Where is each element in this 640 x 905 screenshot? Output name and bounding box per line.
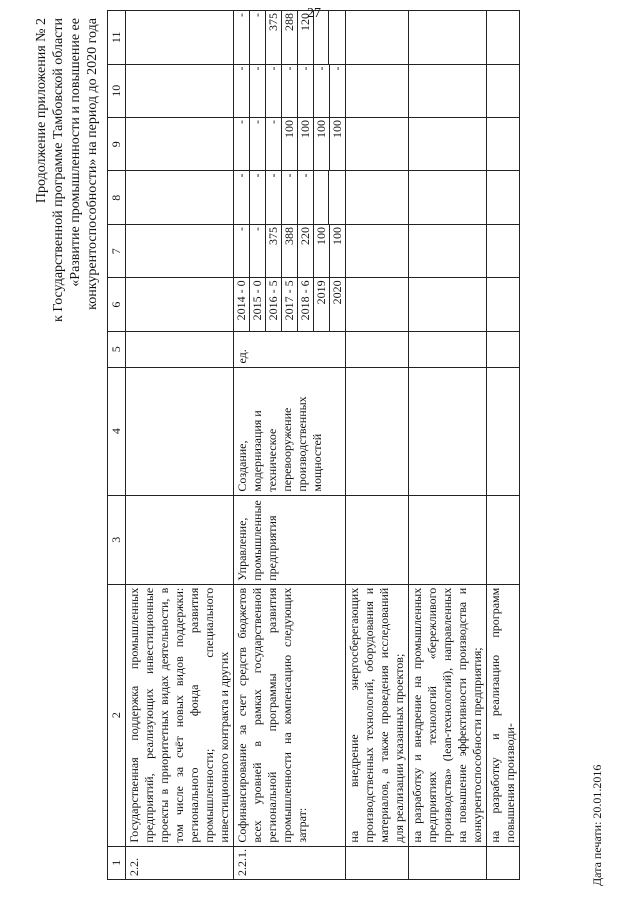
year-values-c8 xyxy=(234,171,343,223)
year-value: - xyxy=(298,65,314,117)
year-value: 375 xyxy=(266,11,282,64)
values-c9 xyxy=(126,118,234,171)
values-c8 xyxy=(487,171,520,224)
values-c9 xyxy=(409,118,487,171)
values-c11 xyxy=(234,11,346,65)
values-c10 xyxy=(126,64,234,117)
values-years xyxy=(234,278,346,331)
year-value: - xyxy=(298,171,314,223)
col-header-2: 2 xyxy=(108,584,126,846)
values-c11 xyxy=(409,11,487,65)
col-header-11: 11 xyxy=(108,11,126,65)
responsible-executor: Управление, промышленные предприятия xyxy=(234,495,346,584)
header-line-1: Продолжение приложения № 2 xyxy=(34,18,49,204)
col-header-10: 10 xyxy=(108,64,126,117)
values-c8 xyxy=(346,171,409,224)
year-value: 2018 - 6 xyxy=(298,278,314,330)
column-number-row xyxy=(108,11,126,880)
values-c10 xyxy=(234,64,346,117)
col-header-3: 3 xyxy=(108,495,126,584)
year-values-c7 xyxy=(234,225,345,277)
col-header-8: 8 xyxy=(108,171,126,224)
indicator-name xyxy=(487,367,520,495)
values-years xyxy=(409,278,487,331)
row-number xyxy=(409,846,487,879)
year-value: 2016 - 5 xyxy=(266,278,282,330)
year-value: 100 xyxy=(314,118,330,170)
year-value: - xyxy=(314,65,330,117)
values-c7 xyxy=(234,224,346,277)
values-c8 xyxy=(234,171,346,224)
year-value: - xyxy=(234,11,250,64)
values-c9 xyxy=(346,118,409,171)
col-header-7: 7 xyxy=(108,224,126,277)
year-value: - xyxy=(282,65,298,117)
responsible-executor xyxy=(346,495,409,584)
header-line-4: конкурентоспособности» на период до 2020 года xyxy=(85,18,100,310)
responsible-executor xyxy=(487,495,520,584)
values-c11 xyxy=(126,11,234,65)
values-years xyxy=(346,278,409,331)
year-value: 2020 xyxy=(330,280,344,305)
program-table xyxy=(107,10,520,880)
responsible-executor xyxy=(409,495,487,584)
year-value xyxy=(329,171,344,223)
header-line-2: к Государственной программе Тамбовской области xyxy=(51,18,66,322)
values-c7 xyxy=(126,224,234,277)
measure-description: на разработку и реализацию программ повышения производи- xyxy=(487,584,520,846)
indicator-name: Создание, модернизация и техническое перевооружение производственных мощностей xyxy=(234,367,346,495)
year-value: 2015 - 0 xyxy=(250,278,266,330)
year-value: - xyxy=(266,118,282,170)
year-value: 388 xyxy=(282,225,298,277)
values-years xyxy=(126,278,234,331)
row-number: 2.2.1. xyxy=(234,846,346,879)
values-c8 xyxy=(126,171,234,224)
year-value: - xyxy=(250,118,266,170)
table-row xyxy=(234,11,346,880)
measure-description: Государственная поддержка промышленных предприятий, реализующих инвестиционные проекты в приоритетных видах деятельности, в том числе за счёт новых видов поддержки: регионального фонда развития промышленности; специального инвестиционного контракта и других xyxy=(126,584,234,846)
values-years xyxy=(487,278,520,331)
measure-description: на разработку и внедрение на промышленных предприятиях технологий «бережливого производства» (lean-технологий), направленных на повышение эффективности производства и конкурентоспособности предприятия; xyxy=(409,584,487,846)
unit xyxy=(126,331,234,367)
unit xyxy=(409,331,487,367)
year-value xyxy=(314,11,329,64)
values-c11 xyxy=(487,11,520,65)
values-c9 xyxy=(487,118,520,171)
year-values-c11 xyxy=(234,11,343,64)
table-row xyxy=(346,11,409,880)
values-c9 xyxy=(234,118,346,171)
page-number: 27 xyxy=(307,6,321,21)
col-header-1: 1 xyxy=(108,846,126,879)
year-value: - xyxy=(250,11,266,64)
year-value: 100 xyxy=(298,118,314,170)
year-values-c9 xyxy=(234,118,345,170)
header-line-3: «Развитие промышленности и повышение ее xyxy=(68,18,83,287)
values-c7 xyxy=(487,224,520,277)
table-row xyxy=(126,11,234,880)
col-header-4: 4 xyxy=(108,367,126,495)
year-value: 100 xyxy=(314,225,330,277)
year-value: - xyxy=(250,65,266,117)
year-value: - xyxy=(234,118,250,170)
col-header-9: 9 xyxy=(108,118,126,171)
year-value: 288 xyxy=(282,11,298,64)
year-value: 2017 - 5 xyxy=(282,278,298,330)
year-value: - xyxy=(234,171,250,223)
year-value: 2019 xyxy=(314,278,330,330)
values-c11 xyxy=(346,11,409,65)
rotated-page xyxy=(25,0,615,900)
year-value xyxy=(314,171,329,223)
year-value: 120 xyxy=(298,11,314,64)
values-c10 xyxy=(487,64,520,117)
year-value: 220 xyxy=(298,225,314,277)
year-value: - xyxy=(250,171,266,223)
indicator-name xyxy=(409,367,487,495)
table-row xyxy=(409,11,487,880)
year-values-c10 xyxy=(234,65,345,117)
year-value: - xyxy=(282,171,298,223)
appendix-header xyxy=(33,18,101,478)
year-value: - xyxy=(250,225,266,277)
year-value: - xyxy=(234,225,250,277)
indicator-name xyxy=(346,367,409,495)
year-value: 100 xyxy=(282,118,298,170)
measure-description: Софинансирование за счет средств бюджетов всех уровней в рамках государственной региональной программы развития промышленности на компенсацию следующих затрат: xyxy=(234,584,346,846)
col-header-5: 5 xyxy=(108,331,126,367)
col-header-6: 6 xyxy=(108,278,126,331)
indicator-name xyxy=(126,367,234,495)
row-number xyxy=(346,846,409,879)
year-value: 2014 - 0 xyxy=(234,278,250,330)
year-value: 375 xyxy=(266,225,282,277)
table-row xyxy=(487,11,520,880)
values-c7 xyxy=(409,224,487,277)
year-value: 100 xyxy=(330,226,344,245)
print-date: Дата печати: 20.01.2016 xyxy=(590,764,604,886)
year-value: - xyxy=(266,171,282,223)
year-value: - xyxy=(234,65,250,117)
unit xyxy=(487,331,520,367)
year-value: 100 xyxy=(330,120,344,139)
unit: ед. xyxy=(234,331,346,367)
year-value xyxy=(329,11,344,64)
responsible-executor xyxy=(126,495,234,584)
year-values-years xyxy=(234,278,345,330)
measure-description: на внедрение энергосберегающих производственных технологий, оборудования и материалов, а также проведения исследований для реализации указанных проектов; xyxy=(346,584,409,846)
year-value: - xyxy=(330,66,344,71)
values-c10 xyxy=(409,64,487,117)
row-number: 2.2. xyxy=(126,846,234,879)
values-c7 xyxy=(346,224,409,277)
unit xyxy=(346,331,409,367)
row-number xyxy=(487,846,520,879)
values-c10 xyxy=(346,64,409,117)
year-value: - xyxy=(266,65,282,117)
values-c8 xyxy=(409,171,487,224)
